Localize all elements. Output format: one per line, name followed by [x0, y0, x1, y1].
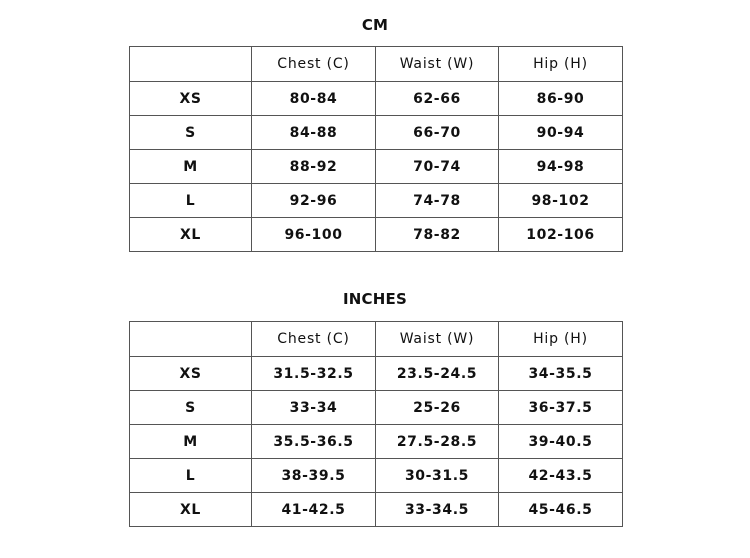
waist-value: 66-70 — [376, 116, 499, 150]
hip-value: 45-46.5 — [499, 493, 623, 527]
table-row — [130, 391, 623, 425]
waist-value: 74-78 — [376, 184, 499, 218]
header-chest: Chest (C) — [252, 322, 376, 357]
hip-value: 39-40.5 — [499, 425, 623, 459]
table-row — [130, 116, 623, 150]
header-size-cell — [130, 322, 252, 357]
waist-value: 33-34.5 — [376, 493, 499, 527]
cm-section-title: CM — [361, 16, 389, 34]
size-label: XL — [130, 218, 252, 252]
inches-section-title: INCHES — [343, 290, 407, 308]
hip-value: 90-94 — [499, 116, 623, 150]
waist-value: 25-26 — [376, 391, 499, 425]
waist-value: 70-74 — [376, 150, 499, 184]
table-row — [130, 150, 623, 184]
chest-value: 92-96 — [252, 184, 376, 218]
chest-value: 33-34 — [252, 391, 376, 425]
table-row — [130, 425, 623, 459]
header-hip: Hip (H) — [499, 322, 623, 357]
size-label: XL — [130, 493, 252, 527]
header-size-cell — [130, 47, 252, 82]
size-label: S — [130, 116, 252, 150]
cm-size-table — [129, 46, 623, 252]
header-waist: Waist (W) — [376, 47, 499, 82]
hip-value: 102-106 — [499, 218, 623, 252]
size-label: M — [130, 425, 252, 459]
table-row — [130, 184, 623, 218]
size-label: M — [130, 150, 252, 184]
chest-value: 38-39.5 — [252, 459, 376, 493]
hip-value: 86-90 — [499, 82, 623, 116]
waist-value: 27.5-28.5 — [376, 425, 499, 459]
size-label: L — [130, 459, 252, 493]
table-header-row — [130, 47, 623, 82]
inches-size-table — [129, 321, 623, 527]
hip-value: 42-43.5 — [499, 459, 623, 493]
hip-value: 94-98 — [499, 150, 623, 184]
chest-value: 96-100 — [252, 218, 376, 252]
header-chest: Chest (C) — [252, 47, 376, 82]
chest-value: 31.5-32.5 — [252, 357, 376, 391]
chest-value: 35.5-36.5 — [252, 425, 376, 459]
hip-value: 34-35.5 — [499, 357, 623, 391]
table-row — [130, 82, 623, 116]
table-header-row — [130, 322, 623, 357]
hip-value: 98-102 — [499, 184, 623, 218]
waist-value: 62-66 — [376, 82, 499, 116]
chest-value: 41-42.5 — [252, 493, 376, 527]
table-row — [130, 218, 623, 252]
size-label: XS — [130, 82, 252, 116]
chest-value: 88-92 — [252, 150, 376, 184]
table-row — [130, 357, 623, 391]
chest-value: 80-84 — [252, 82, 376, 116]
header-waist: Waist (W) — [376, 322, 499, 357]
size-label: S — [130, 391, 252, 425]
waist-value: 30-31.5 — [376, 459, 499, 493]
chest-value: 84-88 — [252, 116, 376, 150]
size-label: L — [130, 184, 252, 218]
size-label: XS — [130, 357, 252, 391]
table-row — [130, 459, 623, 493]
header-hip: Hip (H) — [499, 47, 623, 82]
waist-value: 78-82 — [376, 218, 499, 252]
hip-value: 36-37.5 — [499, 391, 623, 425]
table-row — [130, 493, 623, 527]
waist-value: 23.5-24.5 — [376, 357, 499, 391]
